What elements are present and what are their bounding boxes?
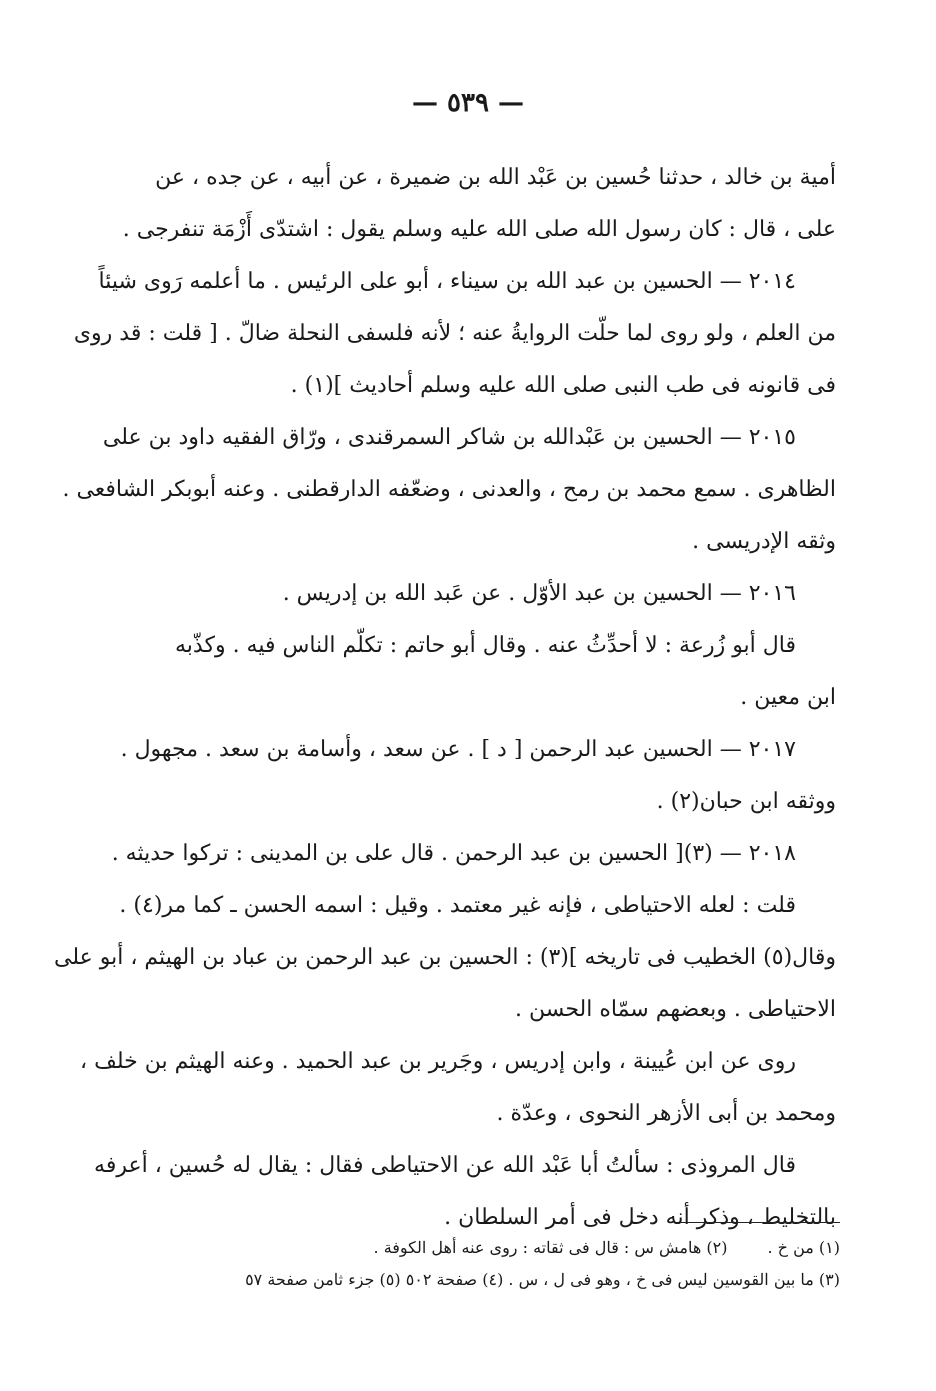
- entry-2014-line: ٢٠١٤ — الحسين بن عبد الله بن سيناء ، أبو على الرئيس . ما أعلمه رَوى شيئاً: [98, 269, 796, 294]
- text-line: قلت : لعله الاحتياطى ، فإنه غير معتمد . وقيل : اسمه الحسن ـ كما مر(٤) .: [119, 893, 796, 918]
- text-line: ومحمد بن أبى الأزهر النحوى ، وعدّة .: [496, 1101, 836, 1126]
- text-line: روى عن ابن عُيينة ، وابن إدريس ، وجَرير بن عبد الحميد . وعنه الهيثم بن خلف ،: [80, 1049, 796, 1074]
- entry-2015-line: ٢٠١٥ — الحسين بن عَبْدالله بن شاكر السمرقندى ، ورّاق الفقيه داود بن على: [102, 425, 796, 450]
- text-line: أمية بن خالد ، حدثنا حُسين بن عَبْد الله بن ضميرة ، عن أبيه ، عن جده ، عن: [155, 165, 836, 190]
- text-line: فى قانونه فى طب النبى صلى الله عليه وسلم أحاديث ](١) .: [290, 373, 836, 398]
- footnotes: [140, 1232, 840, 1296]
- text-line: وقال(٥) الخطيب فى تاريخه ](٣) : الحسين بن عبد الرحمن بن عباد بن الهيثم ، أبو على: [53, 945, 836, 970]
- footnote-line: [140, 1232, 840, 1264]
- entry-2018-line: ٢٠١٨ — (٣)[ الحسين بن عبد الرحمن . قال على بن المدينى : تركوا حديثه .: [111, 841, 796, 866]
- footnote-2: (٢) هامش س : قال فى ثقاته : روى عنه أهل الكوفة .: [373, 1238, 728, 1257]
- text-line: قال أبو زُرعة : لا أحدِّثُ عنه . وقال أبو حاتم : تكلّم الناس فيه . وكذّبه: [175, 633, 796, 658]
- page-number: — ٥٣٩ —: [411, 88, 525, 118]
- footnote-divider: [680, 1222, 840, 1223]
- text-line: من العلم ، ولو روى لما حلّت الروايةُ عنه ؛ لأنه فلسفى النحلة ضالّ . [ قلت : قد روى: [73, 321, 836, 346]
- entry-2017-line: ٢٠١٧ — الحسين عبد الرحمن [ د ] . عن سعد ، وأسامة بن سعد . مجهول .: [120, 737, 796, 762]
- main-text: [53, 152, 836, 1244]
- footnote-3: (٣) ما بين القوسين ليس فى خ ، وهو فى ل ، س . (٤) صفحة ٥٠٢ (٥) جزء ثامن صفحة ٥٧: [245, 1270, 840, 1289]
- text-line: وثقه الإدريسى .: [692, 529, 836, 554]
- text-line: الظاهرى . سمع محمد بن رمح ، والعدنى ، وضعّفه الدارقطنى . وعنه أبوبكر الشافعى .: [62, 477, 836, 502]
- text-line: ووثقه ابن حبان(٢) .: [656, 789, 836, 814]
- text-line: على ، قال : كان رسول الله صلى الله عليه وسلم يقول : اشتدّى أَزْمَة تنفرجى .: [122, 217, 836, 242]
- entry-2016-line: ٢٠١٦ — الحسين بن عبد الأوّل . عن عَبد الله بن إدريس .: [282, 581, 796, 606]
- footnote-1: (١) من خ .: [767, 1238, 840, 1257]
- text-line: بالتخليط ، وذكر أنه دخل فى أمر السلطان .: [444, 1205, 836, 1230]
- text-line: قال المروذى : سألتُ أبا عَبْد الله عن الاحتياطى فقال : يقال له حُسين ، أعرفه: [94, 1153, 796, 1178]
- text-line: ابن معين .: [740, 685, 836, 710]
- text-line: الاحتياطى . وبعضهم سمّاه الحسن .: [514, 997, 836, 1022]
